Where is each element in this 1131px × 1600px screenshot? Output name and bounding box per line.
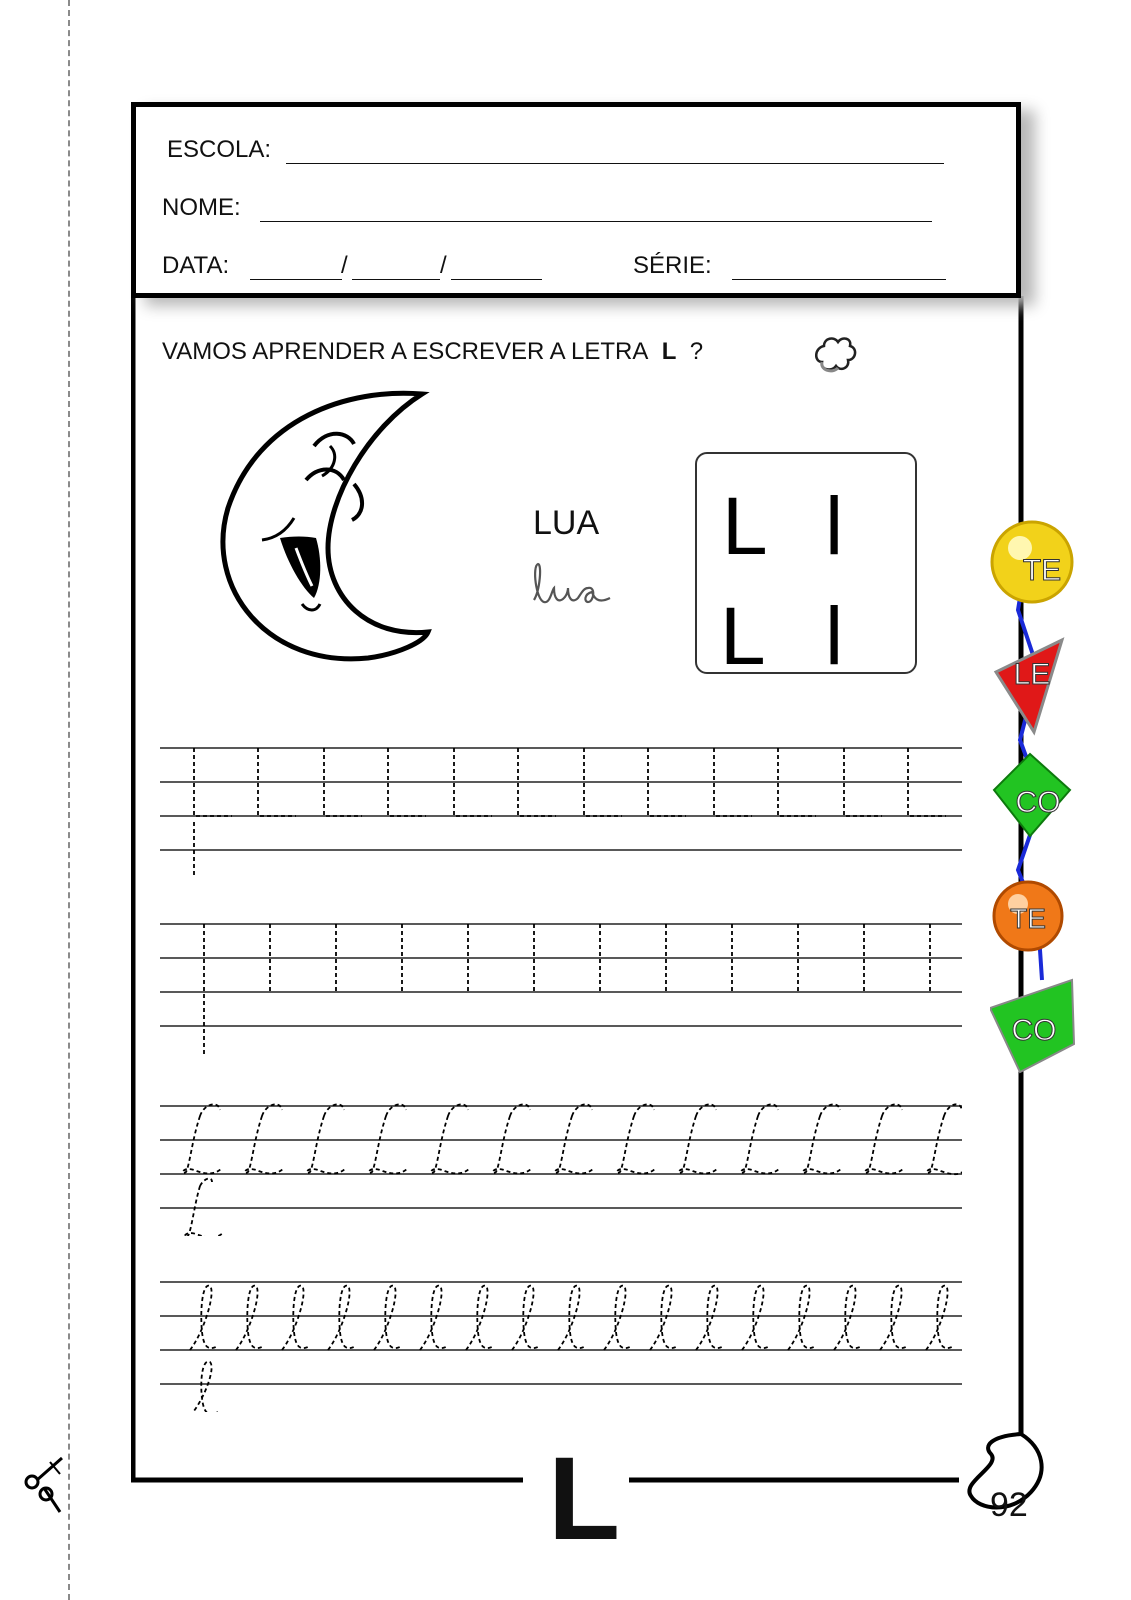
- syllable-decorations: [990, 520, 1100, 1080]
- syllable-te-2: TE: [1010, 903, 1046, 934]
- date-separator: /: [440, 252, 447, 279]
- intro-text: VAMOS APRENDER A ESCREVER A LETRA: [162, 338, 649, 365]
- letter-lower-print: l: [825, 481, 844, 572]
- letter-lower-print-2: l: [825, 591, 844, 682]
- date-day-field[interactable]: [250, 279, 342, 280]
- grade-field[interactable]: [732, 279, 946, 280]
- grade-label: SÉRIE:: [633, 252, 712, 279]
- school-field[interactable]: [286, 163, 944, 164]
- name-label: NOME:: [162, 194, 241, 221]
- header-box: [131, 102, 1021, 298]
- syllable-co-2: CO: [1011, 1014, 1057, 1047]
- intro-question: ?: [689, 338, 704, 365]
- footer-letter: L: [548, 1433, 621, 1565]
- date-month-field[interactable]: [352, 279, 440, 280]
- practice-lower-cursive[interactable]: [160, 1272, 962, 1412]
- intro-sentence: [162, 338, 703, 366]
- name-field[interactable]: [260, 221, 932, 222]
- letter-upper-print: L: [722, 481, 768, 572]
- scissors-icon: [22, 1452, 68, 1514]
- letter-upper-print-2: L: [720, 591, 766, 682]
- school-label: ESCOLA:: [167, 136, 272, 163]
- syllable-co: CO: [1015, 786, 1061, 819]
- practice-upper-cursive[interactable]: [160, 1096, 962, 1236]
- moon-illustration: [218, 388, 440, 670]
- page-number: 92: [990, 1486, 1028, 1524]
- cloud-icon: [812, 334, 858, 374]
- date-separator: /: [341, 252, 348, 279]
- syllable-le: LE: [1013, 658, 1051, 691]
- word-cursive-text: lua: [530, 610, 532, 611]
- intro-letter: L: [661, 338, 677, 365]
- syllable-te: TE: [1022, 554, 1062, 587]
- word-cursive: [530, 560, 620, 612]
- date-label: DATA:: [162, 252, 230, 279]
- practice-upper-print[interactable]: [160, 738, 962, 878]
- date-year-field[interactable]: [451, 279, 542, 280]
- word-print: LUA: [533, 504, 600, 542]
- cut-line: [68, 0, 70, 1600]
- practice-lower-print[interactable]: [160, 914, 962, 1054]
